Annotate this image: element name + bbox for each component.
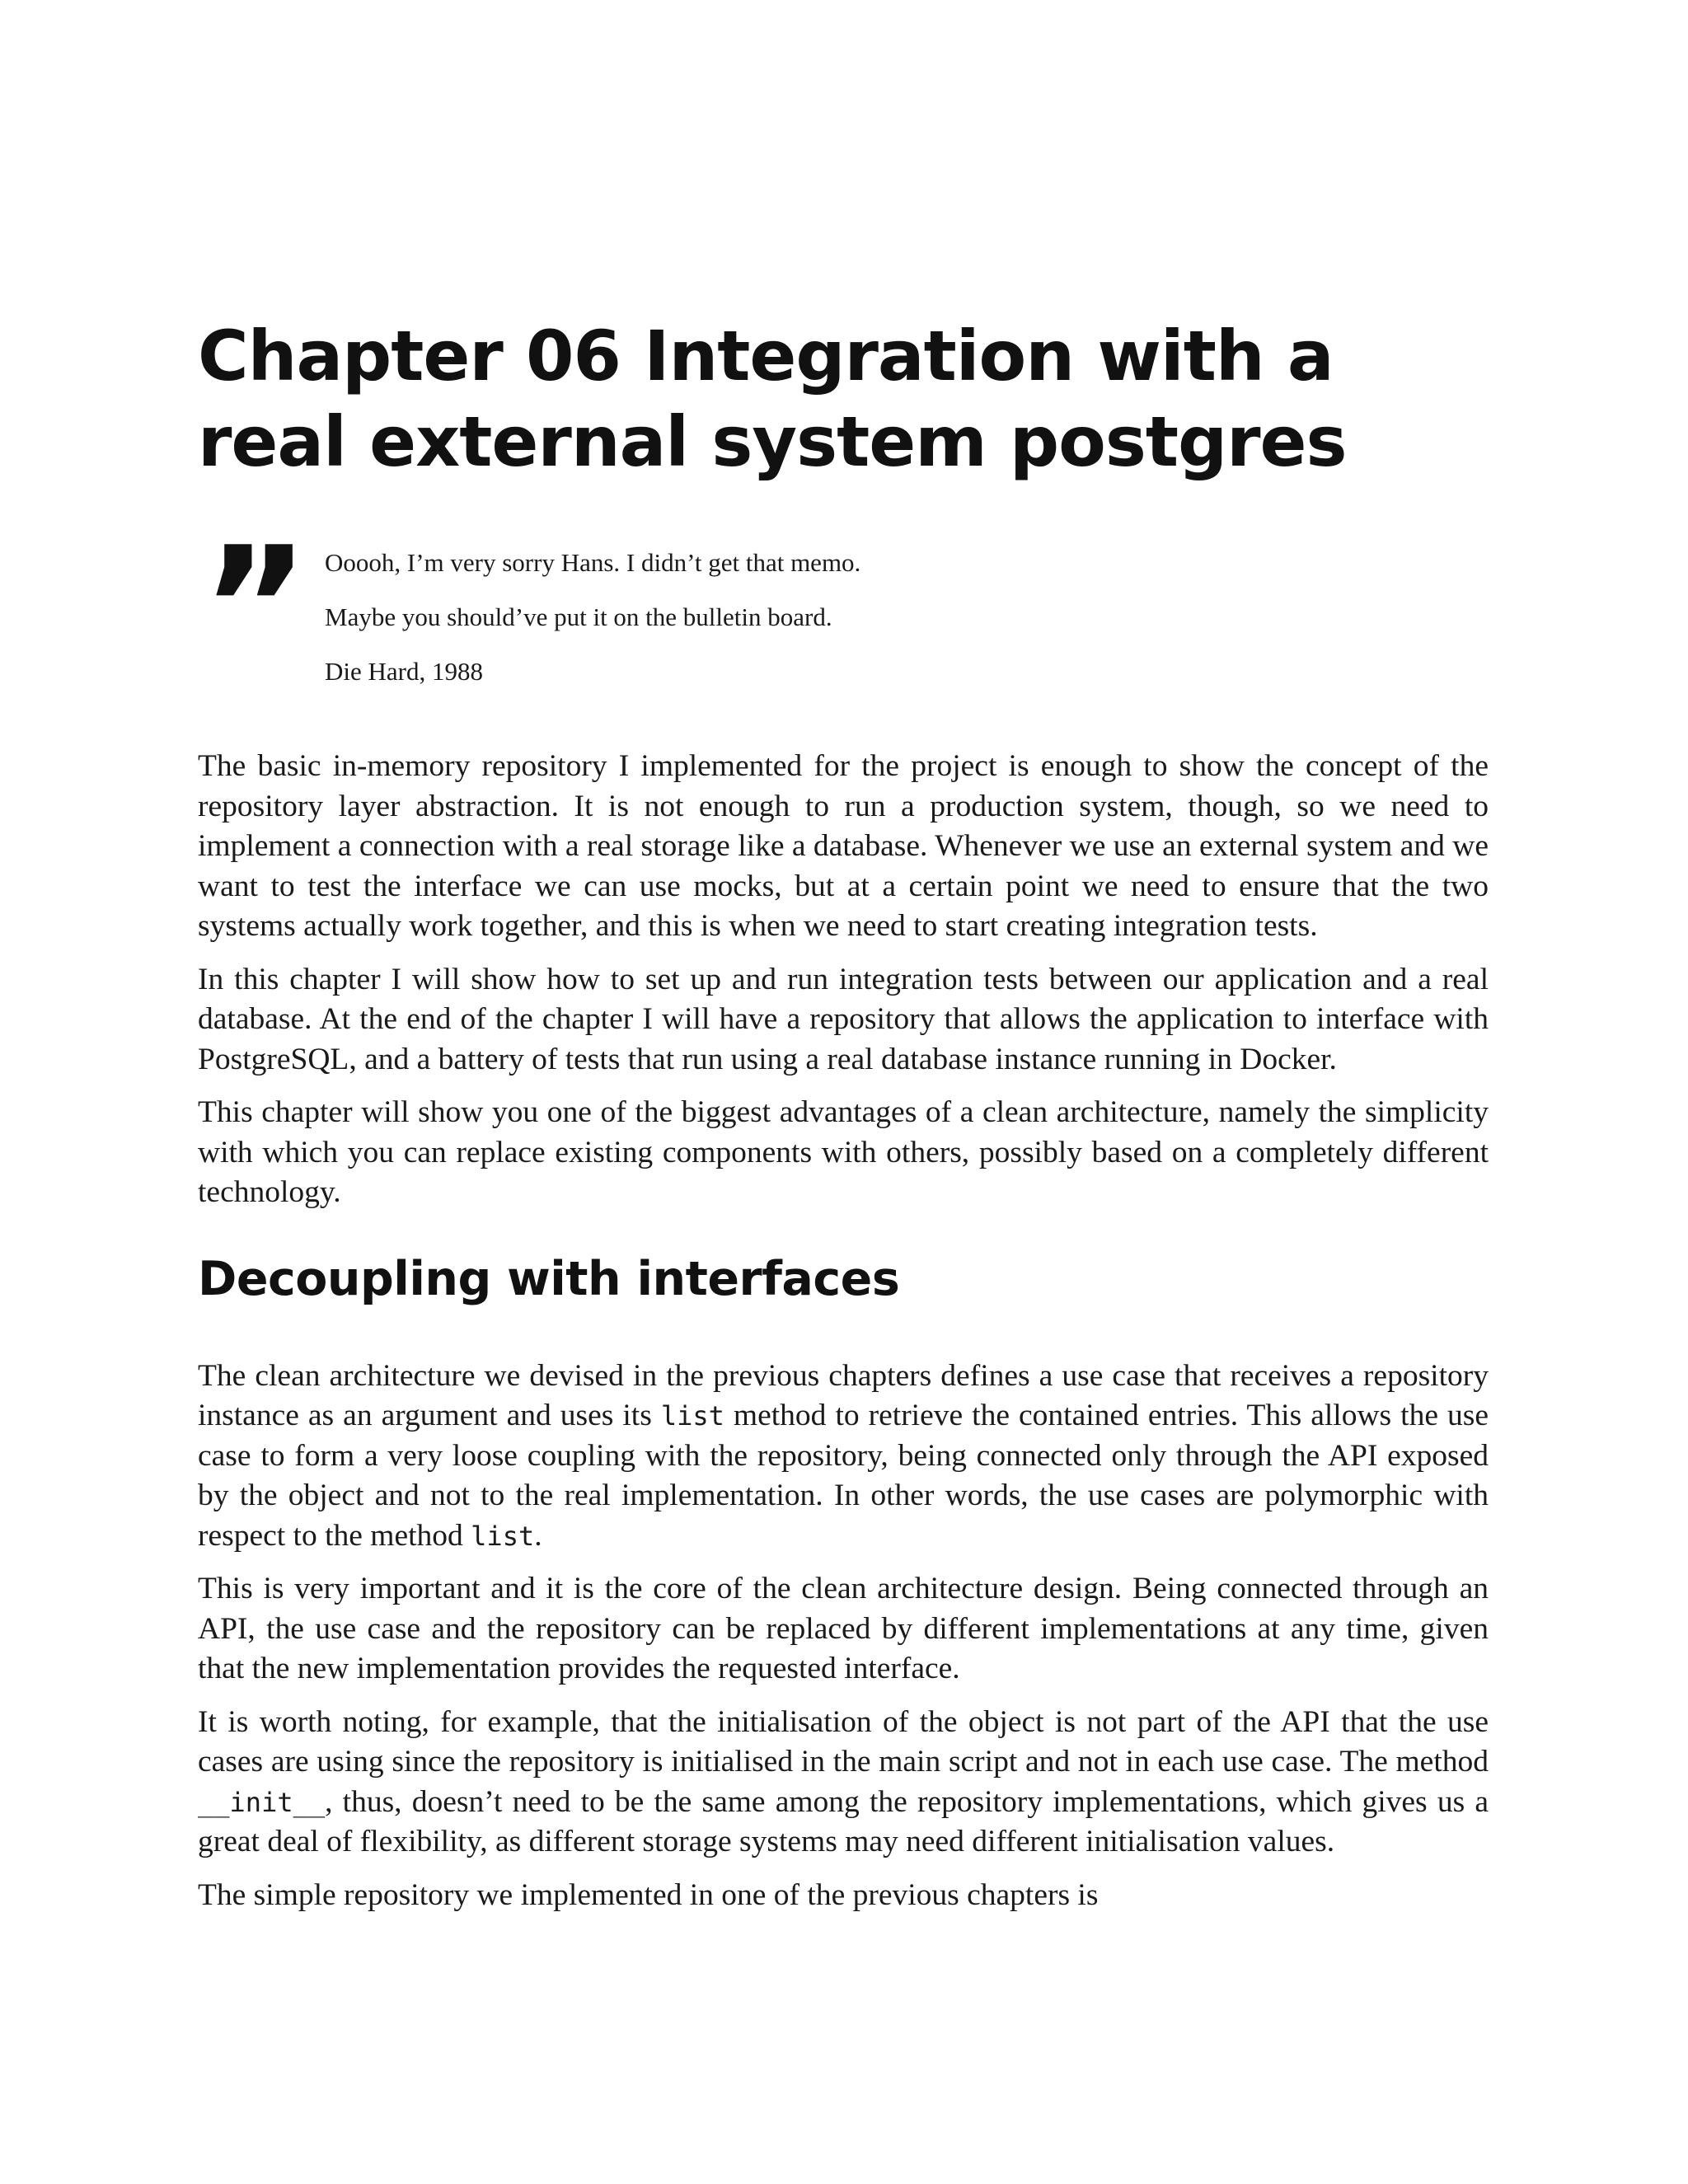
intro-paragraph: The basic in-memory repository I implemented for the project is enough to show the concept of the repository layer abstraction. It is not enough to run a production system, though, so we need to implement a connection with a real storage like a database. Whenever we use an external system and we want to test the interface we can use mocks, but at a certain point we need to ensure that the two systems actually work together, and this is when we need to start creating integration tests.	[198, 749, 1489, 943]
chapter-title: Chapter 06 Integration with a real external system postgres	[198, 316, 1347, 482]
epigraph	[198, 512, 1489, 712]
paragraph-text: .	[534, 1518, 542, 1553]
intro-paragraph: This chapter will show you one of the biggest advantages of a clean architecture, namely the simplicity with which you can replace existing components with others, possibly based on a completely different technology.	[198, 1095, 1489, 1209]
section-paragraph	[198, 1357, 1489, 1557]
paragraph-text: The clean architecture we devised in the previous chapters defines a use case that receives a repository instance as an argument and uses its	[198, 1358, 1489, 1432]
epigraph-line: Maybe you should’ve put it on the bulletin board.	[325, 602, 832, 631]
epigraph-attribution: Die Hard, 1988	[325, 657, 483, 686]
quote-icon: ”	[201, 512, 295, 704]
section-paragraph: This is very important and it is the core of the clean architecture design. Being connected through an API, the use case and the repository can be replaced by different implementations at any time, given that the new implementation provides the requested interface.	[198, 1572, 1489, 1685]
inline-code: list	[471, 1520, 535, 1552]
paragraph-text: , thus, doesn’t need to be the same among the repository implementations, which gives us a great deal of flexibility, as different storage systems may need different initialisation values.	[198, 1784, 1489, 1858]
paragraph-text: It is worth noting, for example, that the initialisation of the object is not part of the API that the use cases are using since the repository is initialised in the main script and not in each use case. The method	[198, 1704, 1489, 1779]
section-title: Decoupling with interfaces	[198, 1251, 900, 1306]
inline-code: __init__	[198, 1786, 326, 1818]
section-paragraph: The simple repository we implemented in one of the previous chapters is	[198, 1877, 1099, 1912]
intro-paragraph: In this chapter I will show how to set up and run integration tests between our application and a real database. At the end of the chapter I will have a repository that allows the application to interface with PostgreSQL, and a battery of tests that run using a real database instance running in Docker.	[198, 962, 1489, 1076]
document-page	[198, 313, 1489, 1929]
section-paragraph	[198, 1703, 1489, 1863]
inline-code: list	[660, 1400, 724, 1432]
paragraph-text: method to retrieve the contained entries. This allows the use case to form a very loose coupling with the repository, being connected only through the API exposed by the object and not to the real implementation. In other words, the use cases are polymorphic with respect to the method	[198, 1399, 1489, 1553]
epigraph-line: Ooooh, I’m very sorry Hans. I didn’t get that memo.	[325, 548, 861, 577]
